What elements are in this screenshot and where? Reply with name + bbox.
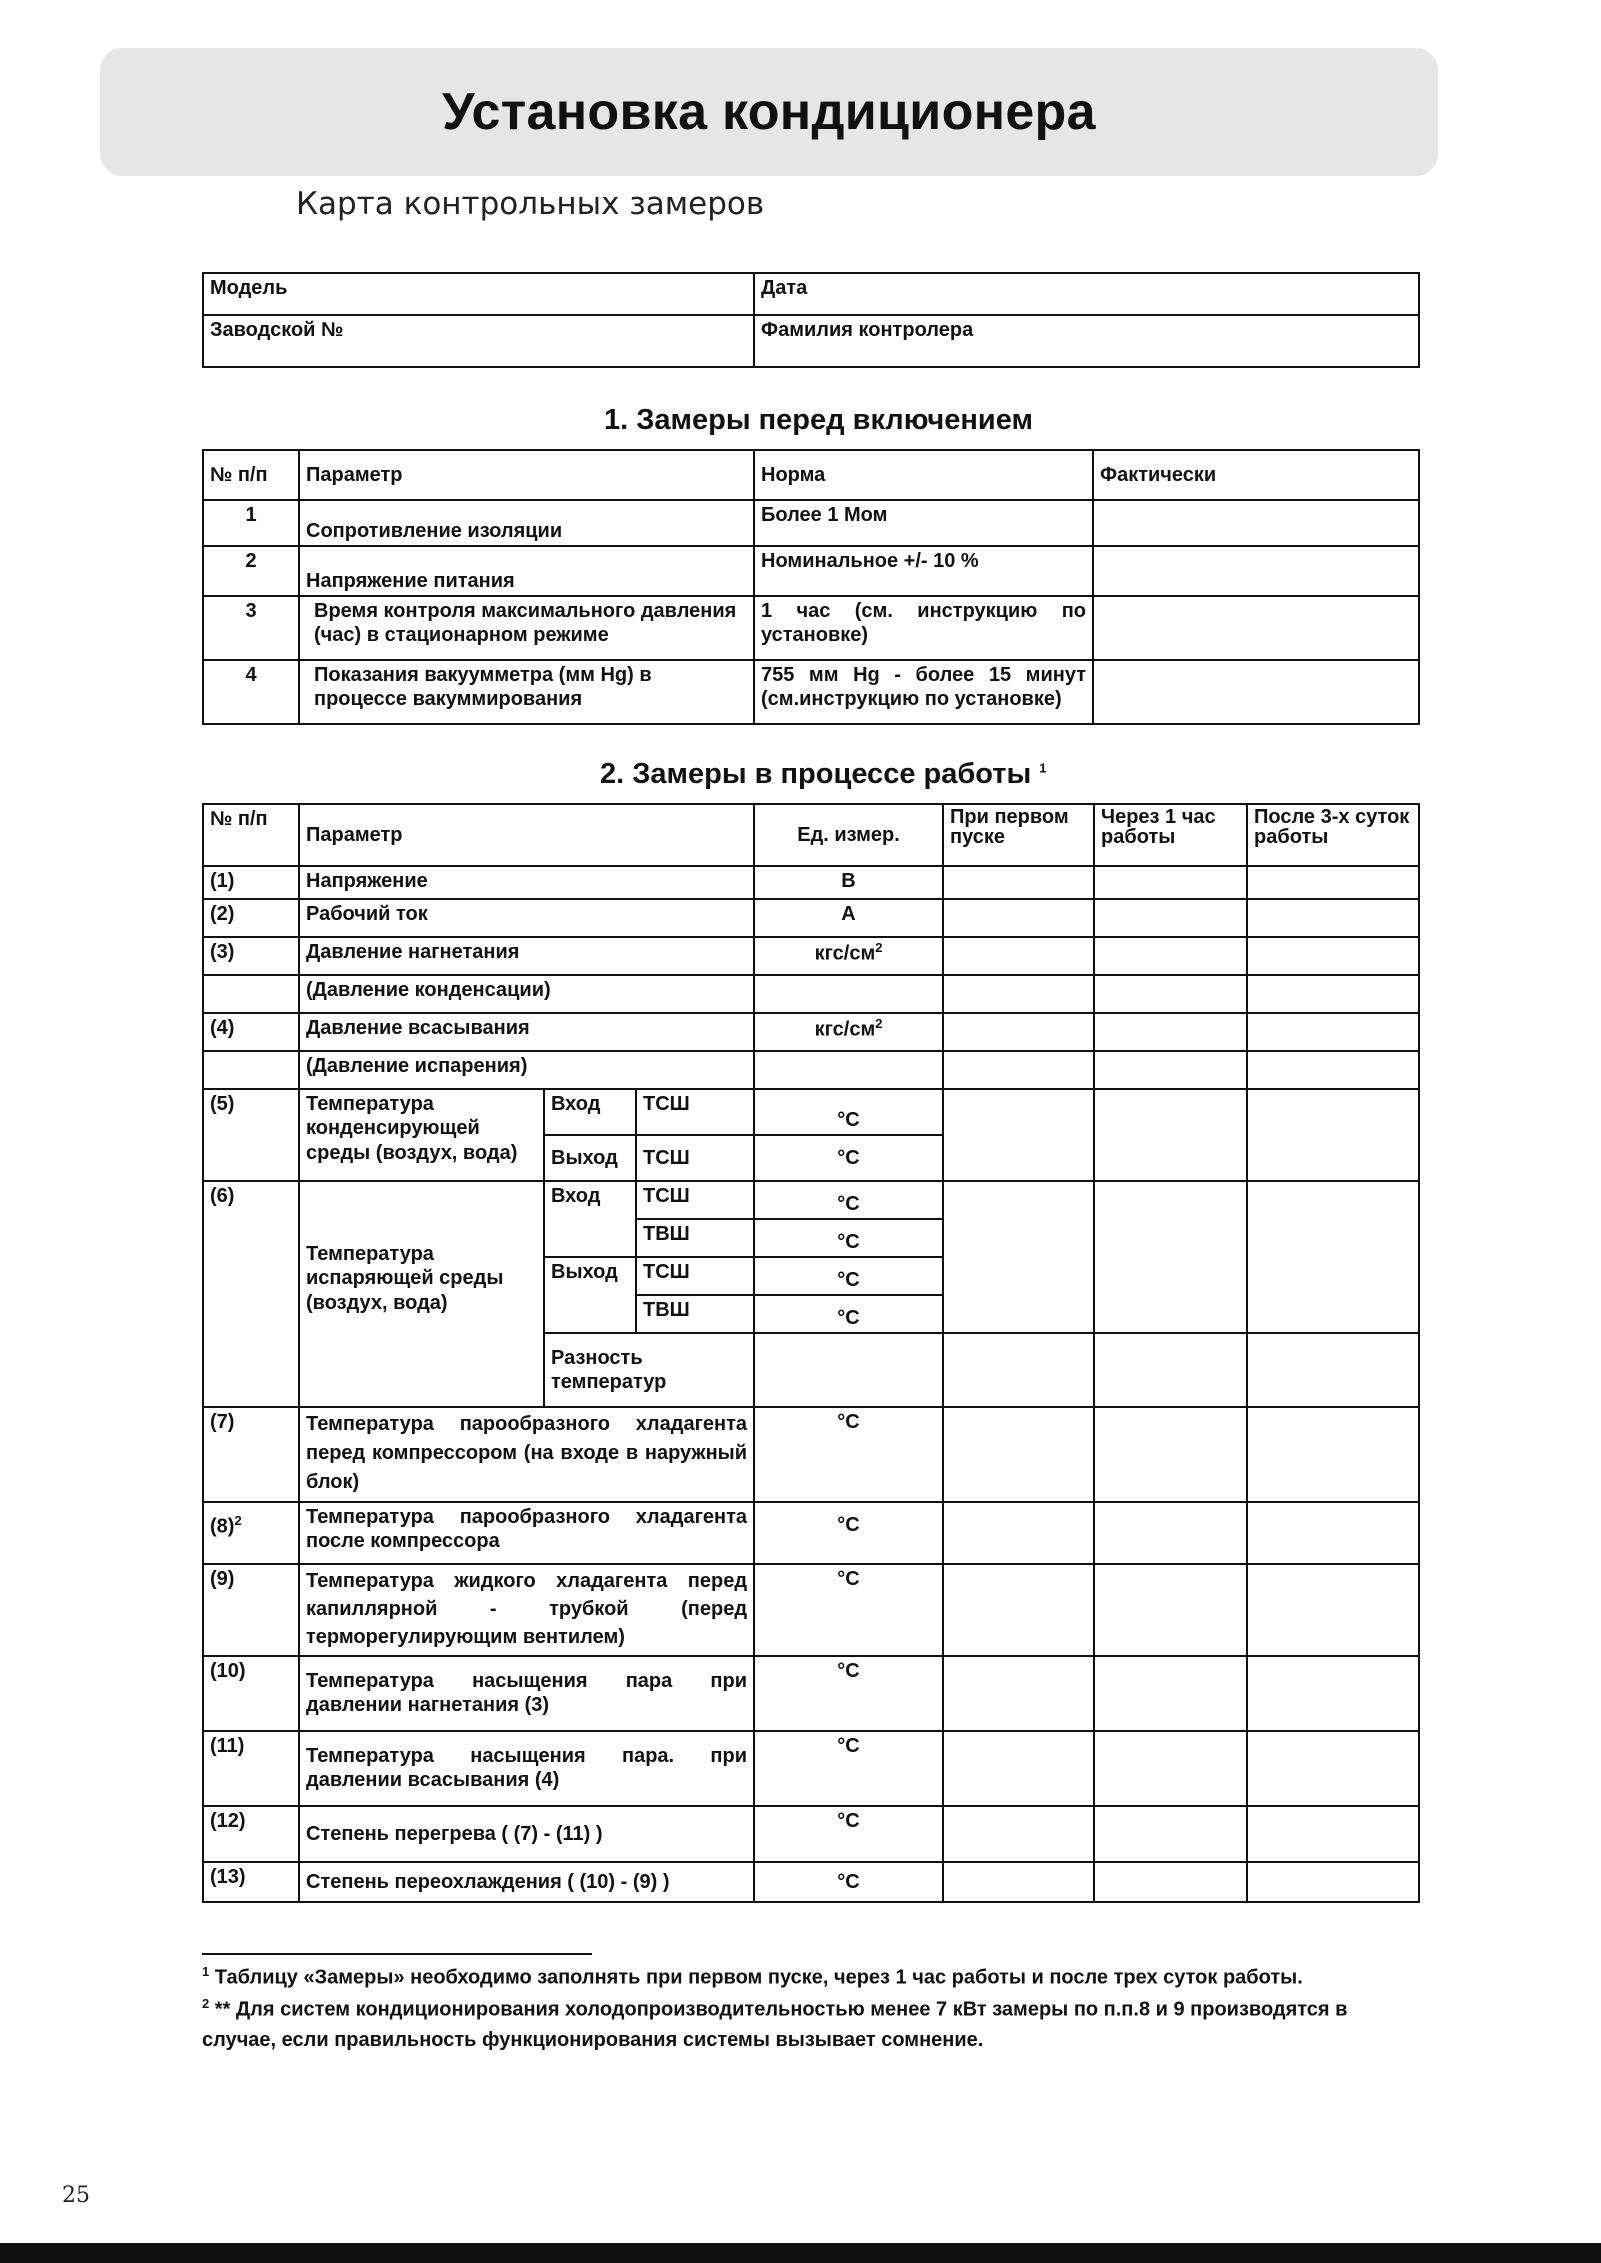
- s2-cell-hour[interactable]: [1094, 1806, 1247, 1862]
- s1-row-norm: 755 мм Hg - более 15 минут (см.инструкцию по установке): [754, 660, 1093, 724]
- s2-row-num: (10): [203, 1656, 299, 1731]
- s1-header-norm: Норма: [754, 450, 1093, 500]
- s2-row-num: (3): [203, 937, 299, 975]
- s1-header-param: Параметр: [299, 450, 754, 500]
- s2-row-num: (11): [203, 1731, 299, 1806]
- s2-cell-days[interactable]: [1247, 1051, 1419, 1089]
- s2-cell-hour[interactable]: [1094, 1502, 1247, 1564]
- s2-cell-hour[interactable]: [1094, 1731, 1247, 1806]
- s1-header-num: № п/п: [203, 450, 299, 500]
- title-banner: [100, 48, 1438, 176]
- s2-row-unit: °С: [754, 1407, 943, 1502]
- table-row: [203, 1806, 1419, 1862]
- s2-row-unit: °С: [754, 1502, 943, 1564]
- s2-row-param: Температура парообразного хладагента после компрессора: [299, 1502, 754, 1564]
- footnote-1-text: Таблицу «Замеры» необходимо заполнять при первом пуске, через 1 час работы и после трех суток работы.: [214, 1966, 1303, 1989]
- s2-header-param: Параметр: [299, 804, 754, 866]
- s2-row-param: Температура парообразного хладагента перед компрессором (на входе в наружный блок): [299, 1407, 754, 1502]
- unit-sup: 2: [875, 940, 883, 955]
- section2-title: [600, 758, 1047, 791]
- s2-row-unit: °С: [754, 1089, 943, 1135]
- table-row: [203, 1181, 1419, 1219]
- s2-cell-days[interactable]: [1247, 1089, 1419, 1181]
- s2-row-num: (4): [203, 1013, 299, 1051]
- s2-row-param: Рабочий ток: [299, 899, 754, 937]
- s2-cell-days[interactable]: [1247, 1862, 1419, 1902]
- table-row: [203, 1656, 1419, 1731]
- s2-row-num-footnote-mark: 2: [234, 1513, 242, 1528]
- s2-header-unit: Ед. измер.: [754, 804, 943, 866]
- s2-row-param: Температура насыщения пара. при давлении всасывания (4): [299, 1731, 754, 1806]
- s2-row-num: (7): [203, 1407, 299, 1502]
- s2-row-unit: °С: [754, 1181, 943, 1219]
- s2-row-param: Температура конденсирующей среды (воздух, вода): [299, 1089, 544, 1181]
- s2-row-unit: °С: [754, 1731, 943, 1806]
- section2-table: [202, 803, 1420, 1903]
- section2-title-footnote-mark: 1: [1039, 760, 1047, 776]
- s2-cell-first[interactable]: [943, 1564, 1094, 1656]
- s2-header-hour: Через 1 час работы: [1094, 804, 1247, 866]
- s2-cell-hour[interactable]: [1094, 1181, 1247, 1333]
- s2-cell-first[interactable]: [943, 1407, 1094, 1502]
- table-row: [203, 500, 1419, 546]
- footnote-1: [202, 1962, 1402, 1994]
- s2-row-tsh-label: ТСШ: [636, 1089, 754, 1135]
- s2-cell-hour[interactable]: [1094, 1656, 1247, 1731]
- table-row: [203, 1731, 1419, 1806]
- unit-text: кгс/см: [814, 942, 876, 965]
- s1-row-num: 2: [203, 546, 299, 596]
- s2-row-unit: °С: [754, 1295, 943, 1333]
- s1-row-param: Напряжение питания: [299, 546, 754, 596]
- bottom-border: [0, 2243, 1601, 2263]
- s2-row-num-text: (8): [210, 1515, 235, 1538]
- table-row: [203, 899, 1419, 937]
- s2-cell-first[interactable]: [943, 866, 1094, 899]
- s2-row-unit: °С: [754, 1564, 943, 1656]
- s2-row-unit: А: [754, 899, 943, 937]
- section1-table: [202, 449, 1420, 725]
- s2-row-unit: °С: [754, 1257, 943, 1295]
- s2-row-tsh-label: ТСШ: [636, 1257, 754, 1295]
- s2-cell-first[interactable]: [943, 1656, 1094, 1731]
- s2-row-tvsh-label: ТВШ: [636, 1295, 754, 1333]
- section1-title: 1. Замеры перед включением: [604, 404, 1033, 436]
- s2-row-unit: [754, 937, 943, 975]
- s2-cell-days[interactable]: [1247, 1181, 1419, 1333]
- s2-cell-first[interactable]: [943, 1806, 1094, 1862]
- s2-cell-first[interactable]: [943, 1333, 1094, 1407]
- s1-row-num: 4: [203, 660, 299, 724]
- s2-row-param: Температура испаряющей среды (воздух, вода): [299, 1181, 544, 1407]
- s2-cell-days[interactable]: [1247, 1407, 1419, 1502]
- footnote-2-text: ** Для систем кондиционирования холодопроизводительностью менее 7 кВт замеры по п.п.8 и 9 производятся в случае, если правильность функционирования системы вызывает сомнение.: [202, 1998, 1348, 2052]
- s1-row-param: Время контроля максимального давления (час) в стационарном режиме: [299, 596, 754, 660]
- table-row: [203, 1013, 1419, 1051]
- s2-cell-first[interactable]: [943, 937, 1094, 975]
- s2-row-num: (1): [203, 866, 299, 899]
- page-title: Установка кондиционера: [442, 83, 1096, 141]
- s2-row-param: Давление нагнетания: [299, 937, 754, 975]
- s1-row-actual[interactable]: [1093, 500, 1419, 546]
- s2-cell-days[interactable]: [1247, 866, 1419, 899]
- s2-cell-hour[interactable]: [1094, 1089, 1247, 1181]
- s2-row-subparam: (Давление испарения): [299, 1051, 754, 1089]
- footnote-2: [202, 1994, 1402, 2057]
- s2-row-subparam: (Давление конденсации): [299, 975, 754, 1013]
- table-row: [203, 1502, 1419, 1564]
- table-row: [203, 975, 1419, 1013]
- page-number: 25: [62, 2183, 90, 2208]
- s2-row-unit: °С: [754, 1862, 943, 1902]
- s2-cell-days[interactable]: [1247, 1806, 1419, 1862]
- s2-row-num-empty: [203, 975, 299, 1013]
- s2-cell-days[interactable]: [1247, 1731, 1419, 1806]
- s1-row-norm: Номинальное +/- 10 %: [754, 546, 1093, 596]
- s2-header-days: После 3-х суток работы: [1247, 804, 1419, 866]
- s2-cell-days[interactable]: [1247, 899, 1419, 937]
- s2-row-num: (13): [203, 1862, 299, 1902]
- page-subtitle: Карта контрольных замеров: [296, 186, 765, 222]
- s2-row-unit-empty: [754, 1051, 943, 1089]
- s2-cell-first[interactable]: [943, 1731, 1094, 1806]
- s2-row-unit-empty: [754, 1333, 943, 1407]
- s2-cell-hour[interactable]: [1094, 1013, 1247, 1051]
- s1-row-norm: 1 час (см. инструкцию по установке): [754, 596, 1093, 660]
- s1-row-num: 1: [203, 500, 299, 546]
- s2-cell-days[interactable]: [1247, 1502, 1419, 1564]
- s1-row-norm: Более 1 Мом: [754, 500, 1093, 546]
- s2-cell-days[interactable]: [1247, 1013, 1419, 1051]
- s2-cell-hour[interactable]: [1094, 1862, 1247, 1902]
- s2-row-unit: °С: [754, 1219, 943, 1257]
- s2-row-unit: [754, 1013, 943, 1051]
- s2-cell-hour[interactable]: [1094, 899, 1247, 937]
- s2-row-out-label: Выход: [544, 1135, 636, 1181]
- table-row: [203, 546, 1419, 596]
- s2-row-in-label: Вход: [544, 1181, 636, 1257]
- s2-cell-hour[interactable]: [1094, 1407, 1247, 1502]
- unit-sup: 2: [875, 1016, 883, 1031]
- footnotes: [202, 1962, 1402, 2056]
- s1-header-actual: Фактически: [1093, 450, 1419, 500]
- s2-cell-hour[interactable]: [1094, 1333, 1247, 1407]
- s2-row-tsh-label: ТСШ: [636, 1135, 754, 1181]
- table-row: [203, 660, 1419, 724]
- s2-cell-first[interactable]: [943, 899, 1094, 937]
- s1-row-param: Показания вакуумметра (мм Hg) в процессе вакуммирования: [299, 660, 754, 724]
- table-row: [203, 866, 1419, 899]
- s1-row-num: 3: [203, 596, 299, 660]
- s2-row-unit: В: [754, 866, 943, 899]
- s2-row-param: Степень переохлаждения ( (10) - (9) ): [299, 1862, 754, 1902]
- s2-cell-days[interactable]: [1247, 1656, 1419, 1731]
- s2-row-unit-empty: [754, 975, 943, 1013]
- s2-row-tsh-label: ТСШ: [636, 1181, 754, 1219]
- table-row: [203, 1407, 1419, 1502]
- s2-cell-first[interactable]: [943, 1089, 1094, 1181]
- date-label: Дата: [754, 273, 1419, 315]
- s2-cell-first[interactable]: [943, 1013, 1094, 1051]
- s2-header-num: № п/п: [203, 804, 299, 866]
- s1-row-actual[interactable]: [1093, 596, 1419, 660]
- s2-cell-first[interactable]: [943, 1862, 1094, 1902]
- s2-cell-days[interactable]: [1247, 1564, 1419, 1656]
- s2-row-in-label: Вход: [544, 1089, 636, 1135]
- s2-row-num-empty: [203, 1051, 299, 1089]
- footnote-2-mark: 2: [202, 1995, 210, 2011]
- table-row: [203, 1089, 1419, 1135]
- s2-row-num: (12): [203, 1806, 299, 1862]
- s2-row-num: (6): [203, 1181, 299, 1407]
- s2-row-num: (2): [203, 899, 299, 937]
- table-row: [203, 596, 1419, 660]
- model-label: Модель: [203, 273, 754, 315]
- table-row: [203, 937, 1419, 975]
- s2-row-param: Степень перегрева ( (7) - (11) ): [299, 1806, 754, 1862]
- s2-cell-days[interactable]: [1247, 975, 1419, 1013]
- s2-cell-hour[interactable]: [1094, 1051, 1247, 1089]
- s2-cell-hour[interactable]: [1094, 1564, 1247, 1656]
- s1-row-param: Сопротивление изоляции: [299, 500, 754, 546]
- table-row: [203, 1051, 1419, 1089]
- footnote-1-mark: 1: [202, 1964, 210, 1979]
- s1-row-actual[interactable]: [1093, 546, 1419, 596]
- s2-row-num: (9): [203, 1564, 299, 1656]
- controller-label: Фамилия контролера: [754, 315, 1419, 367]
- s2-cell-hour[interactable]: [1094, 975, 1247, 1013]
- table-row: [203, 1862, 1419, 1902]
- s2-row-tvsh-label: ТВШ: [636, 1219, 754, 1257]
- s2-row-unit: °С: [754, 1135, 943, 1181]
- s2-row-param: Температура насыщения пара при давлении нагнетания (3): [299, 1656, 754, 1731]
- table-row: [203, 1564, 1419, 1656]
- s2-row-diff-label: Разность температур: [544, 1333, 754, 1407]
- s2-row-num: [203, 1502, 299, 1564]
- s2-row-param: Напряжение: [299, 866, 754, 899]
- s2-cell-days[interactable]: [1247, 937, 1419, 975]
- s2-row-unit: °С: [754, 1806, 943, 1862]
- s2-row-out-label: Выход: [544, 1257, 636, 1333]
- unit-text: кгс/см: [814, 1018, 876, 1041]
- s2-cell-days[interactable]: [1247, 1333, 1419, 1407]
- s2-cell-first[interactable]: [943, 1502, 1094, 1564]
- serial-label: Заводской №: [203, 315, 754, 367]
- s2-header-first: При первом пуске: [943, 804, 1094, 866]
- s2-row-num: (5): [203, 1089, 299, 1181]
- s2-cell-first[interactable]: [943, 1181, 1094, 1333]
- section2-title-text: 2. Замеры в процессе работы: [600, 758, 1032, 790]
- info-table: [202, 272, 1420, 368]
- s2-row-unit: °С: [754, 1656, 943, 1731]
- s1-row-actual[interactable]: [1093, 660, 1419, 724]
- s2-row-param: Температура жидкого хладагента перед капиллярной - трубкой (перед терморегулирующим вентилем): [299, 1564, 754, 1656]
- s2-cell-first[interactable]: [943, 1051, 1094, 1089]
- footnote-divider: [202, 1953, 592, 1955]
- s2-row-param: Давление всасывания: [299, 1013, 754, 1051]
- s2-cell-hour[interactable]: [1094, 937, 1247, 975]
- s2-cell-first[interactable]: [943, 975, 1094, 1013]
- s2-cell-hour[interactable]: [1094, 866, 1247, 899]
